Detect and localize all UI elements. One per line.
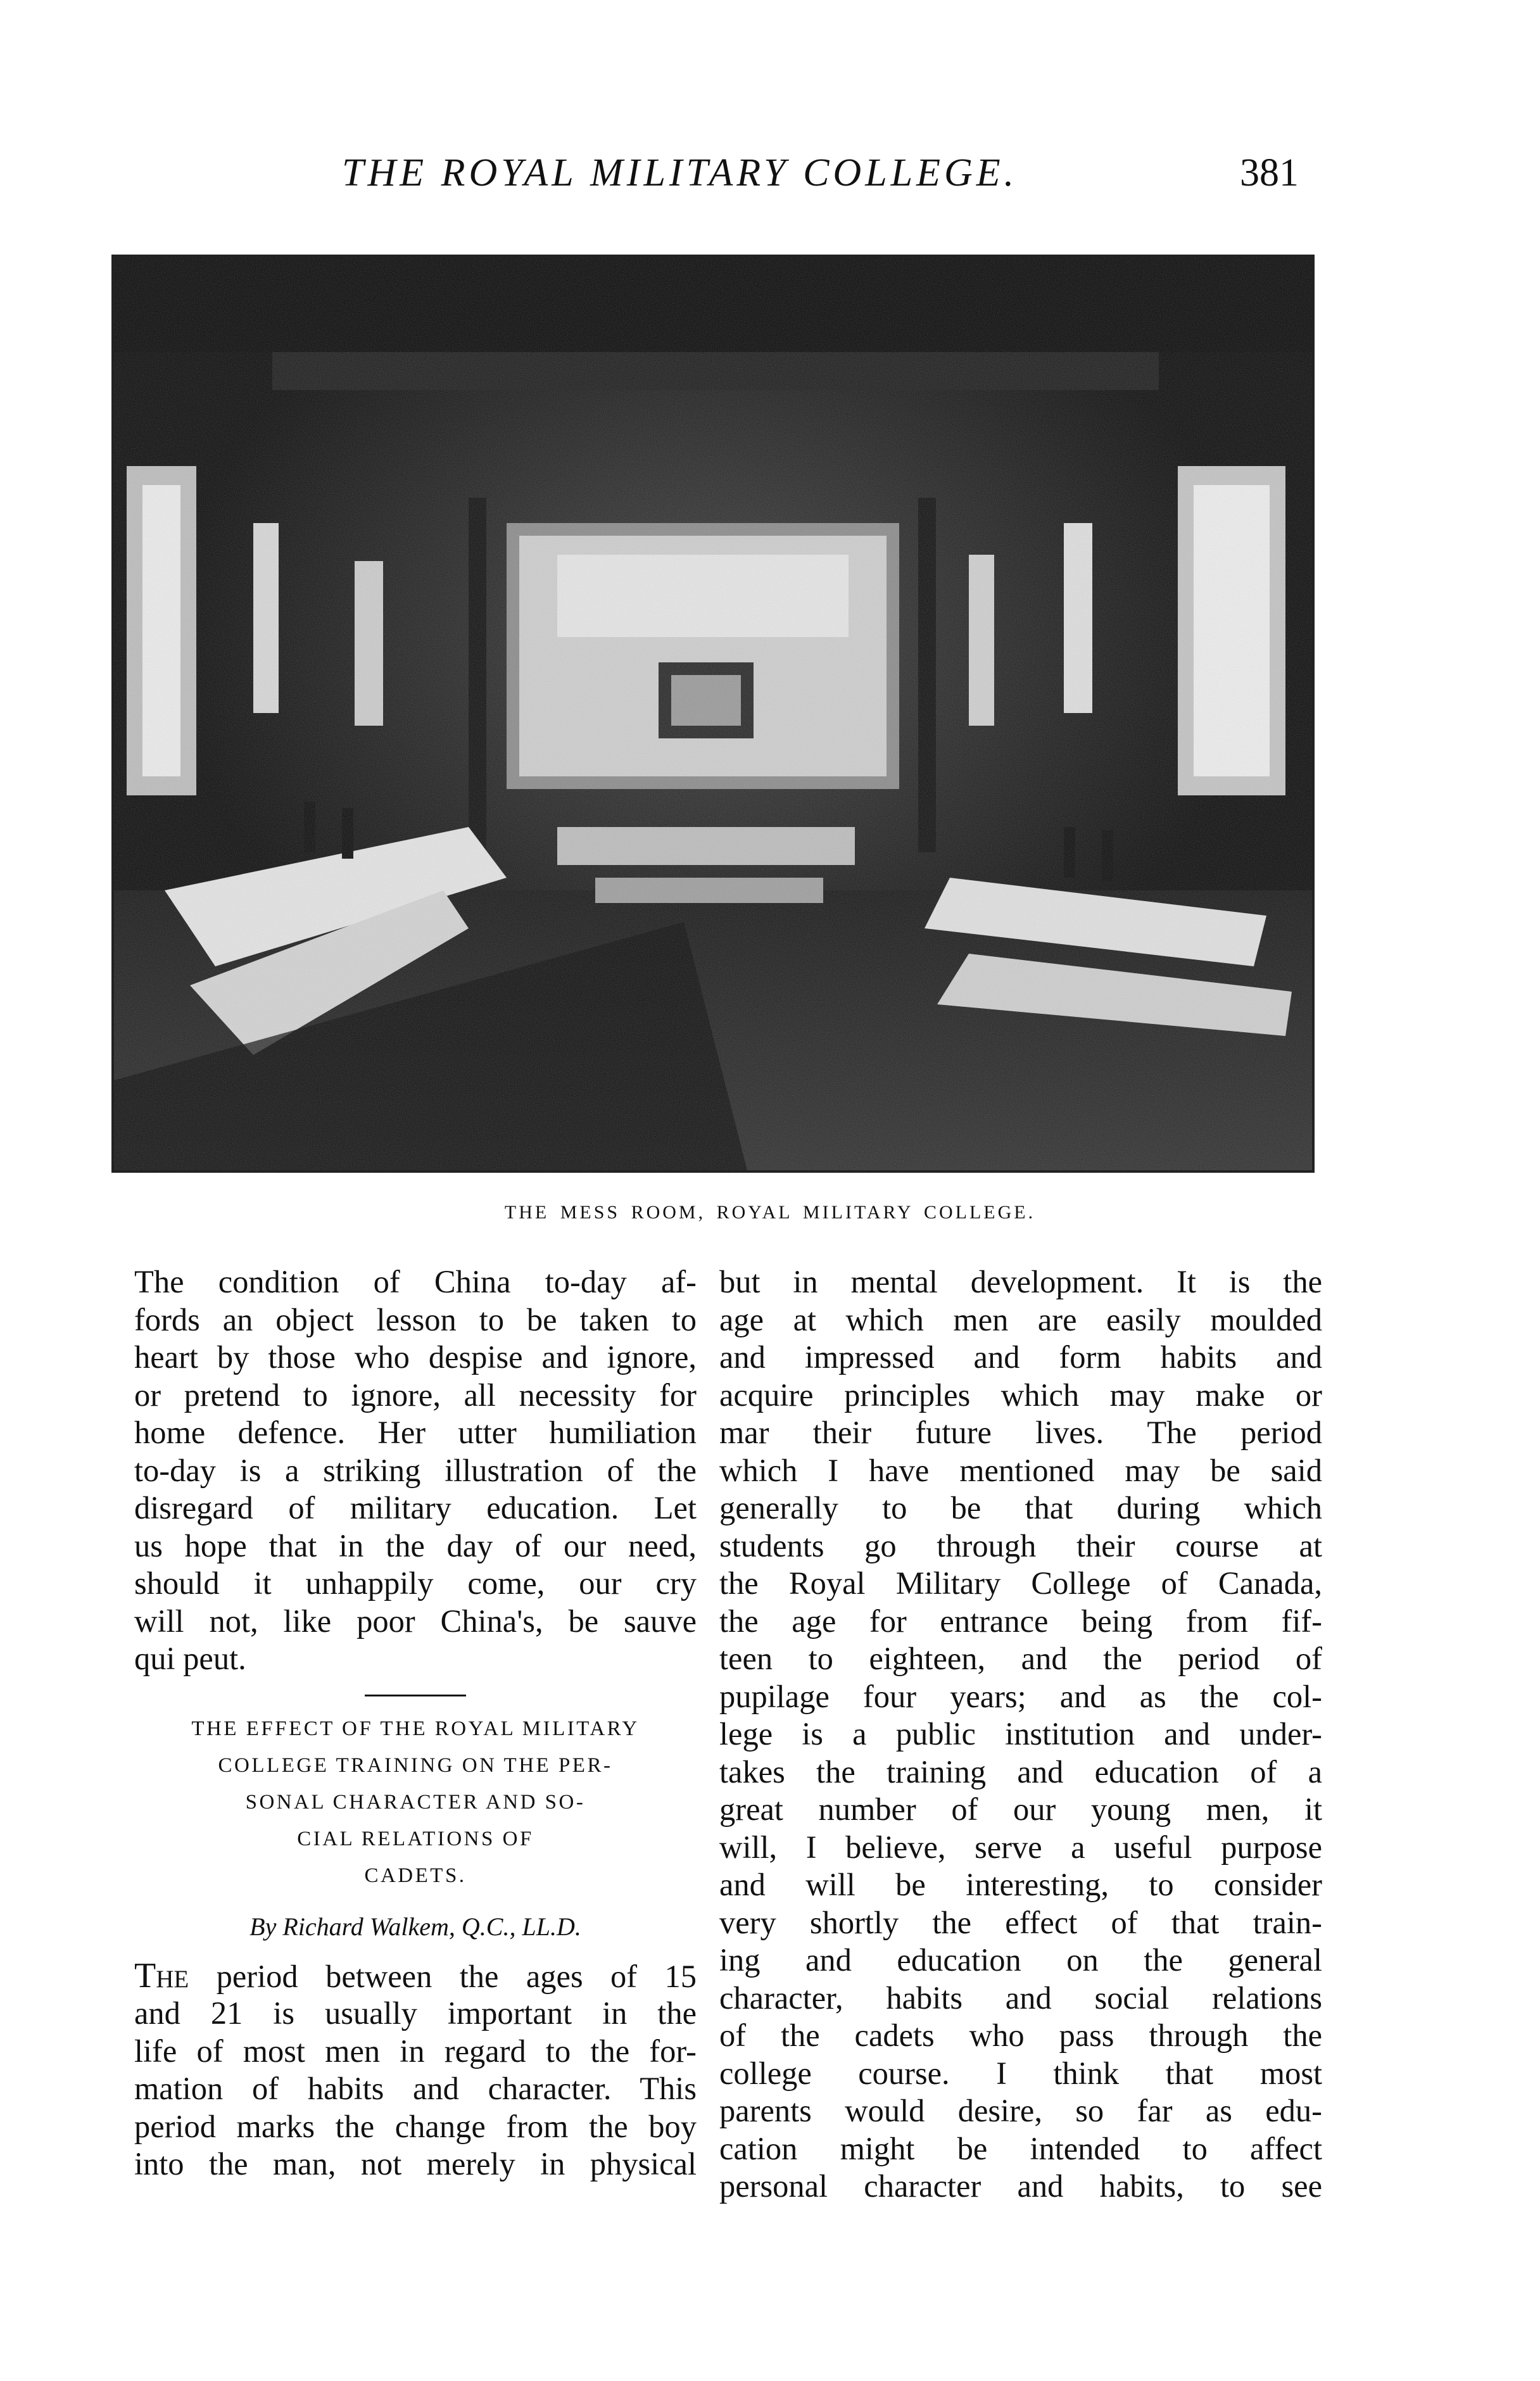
text-line: will, I believe, serve a useful purpose (719, 1829, 1322, 1865)
text-line: the Royal Military College of Canada, (719, 1565, 1322, 1601)
text-line: fords an object lesson to be taken to (134, 1301, 697, 1337)
left-column (134, 1263, 697, 2183)
heading-line: THE EFFECT OF THE ROYAL MILITARY (191, 1717, 640, 1740)
author-byline: By Richard Walkem, Q.C., LL.D. (249, 1912, 581, 1941)
page-number: 381 (1240, 151, 1299, 194)
opening-paragraph (134, 1263, 697, 1678)
text-line: parents would desire, so far as edu- (719, 2093, 1322, 2128)
text-line: character, habits and social relations (719, 1980, 1322, 2016)
figure-caption: THE MESS ROOM, ROYAL MILITARY COLLEGE. (504, 1202, 1036, 1223)
running-head (0, 151, 1540, 201)
heading-line: SONAL CHARACTER AND SO- (245, 1790, 586, 1814)
text-line: to-day is a striking illustration of the (134, 1452, 697, 1488)
article-heading (134, 1710, 697, 1894)
text-line: qui peut. (134, 1641, 246, 1676)
text-line: the age for entrance being from fif- (719, 1603, 1322, 1639)
text-line: of the cadets who pass through the (719, 2018, 1322, 2053)
text-line: cation might be intended to affect (719, 2130, 1322, 2166)
text-line: will not, like poor China's, be sauve (134, 1603, 697, 1639)
text-line: and will be interesting, to consider (719, 1867, 1322, 1902)
mess-room-photograph (111, 255, 1315, 1173)
heading-line: CIAL RELATIONS OF (297, 1827, 534, 1850)
text-line: acquire principles which may make or (719, 1377, 1322, 1413)
text-line: period marks the change from the boy (134, 2108, 697, 2144)
text-line: very shortly the effect of that train- (719, 1904, 1322, 1940)
heading-line: CADETS. (364, 1864, 467, 1887)
text-line: college course. I think that most (719, 2055, 1322, 2091)
text-line: teen to eighteen, and the period of (719, 1641, 1322, 1676)
text-line: generally to be that during which (719, 1490, 1322, 1525)
text-line: pupilage four years; and as the col- (719, 1678, 1322, 1714)
text-line: great number of our young men, it (719, 1791, 1322, 1827)
text-line: mar their future lives. The period (719, 1415, 1322, 1450)
heading-line: COLLEGE TRAINING ON THE PER- (218, 1753, 613, 1777)
text-line: home defence. Her utter humiliation (134, 1415, 697, 1450)
text-line: us hope that in the day of our need, (134, 1527, 697, 1563)
text-line (134, 1957, 697, 1995)
text-line: which I have mentioned may be said (719, 1452, 1322, 1488)
text-line: mation of habits and character. This (134, 2071, 697, 2106)
text-line: heart by those who despise and ignore, (134, 1339, 697, 1375)
lead-line-rest: period between the ages of 15 (216, 1958, 697, 1994)
text-line: students go through their course at (719, 1527, 1322, 1563)
text-line: ing and education on the general (719, 1942, 1322, 1978)
section-divider (365, 1695, 466, 1696)
article-paragraph (134, 1957, 697, 2183)
text-line: and 21 is usually important in the (134, 1995, 697, 2031)
text-line: disregard of military education. Let (134, 1490, 697, 1525)
photograph-rendering (114, 257, 1312, 1170)
text-line: lege is a public institution and under- (719, 1716, 1322, 1752)
text-line: age at which men are easily moulded (719, 1301, 1322, 1337)
text-line: or pretend to ignore, all necessity for (134, 1377, 697, 1413)
lead-word: The (134, 1955, 189, 1995)
text-line: but in mental development. It is the (719, 1264, 1322, 1299)
running-title: THE ROYAL MILITARY COLLEGE. (342, 151, 1018, 194)
text-line: into the man, not merely in physical (134, 2146, 697, 2182)
text-line: The condition of China to-day af- (134, 1264, 697, 1299)
text-line: life of most men in regard to the for- (134, 2033, 697, 2069)
text-line: personal character and habits, to see (719, 2168, 1322, 2204)
text-line: takes the training and education of a (719, 1753, 1322, 1790)
right-column (719, 1263, 1322, 2206)
text-line: and impressed and form habits and (719, 1339, 1322, 1375)
text-line: should it unhappily come, our cry (134, 1565, 697, 1601)
